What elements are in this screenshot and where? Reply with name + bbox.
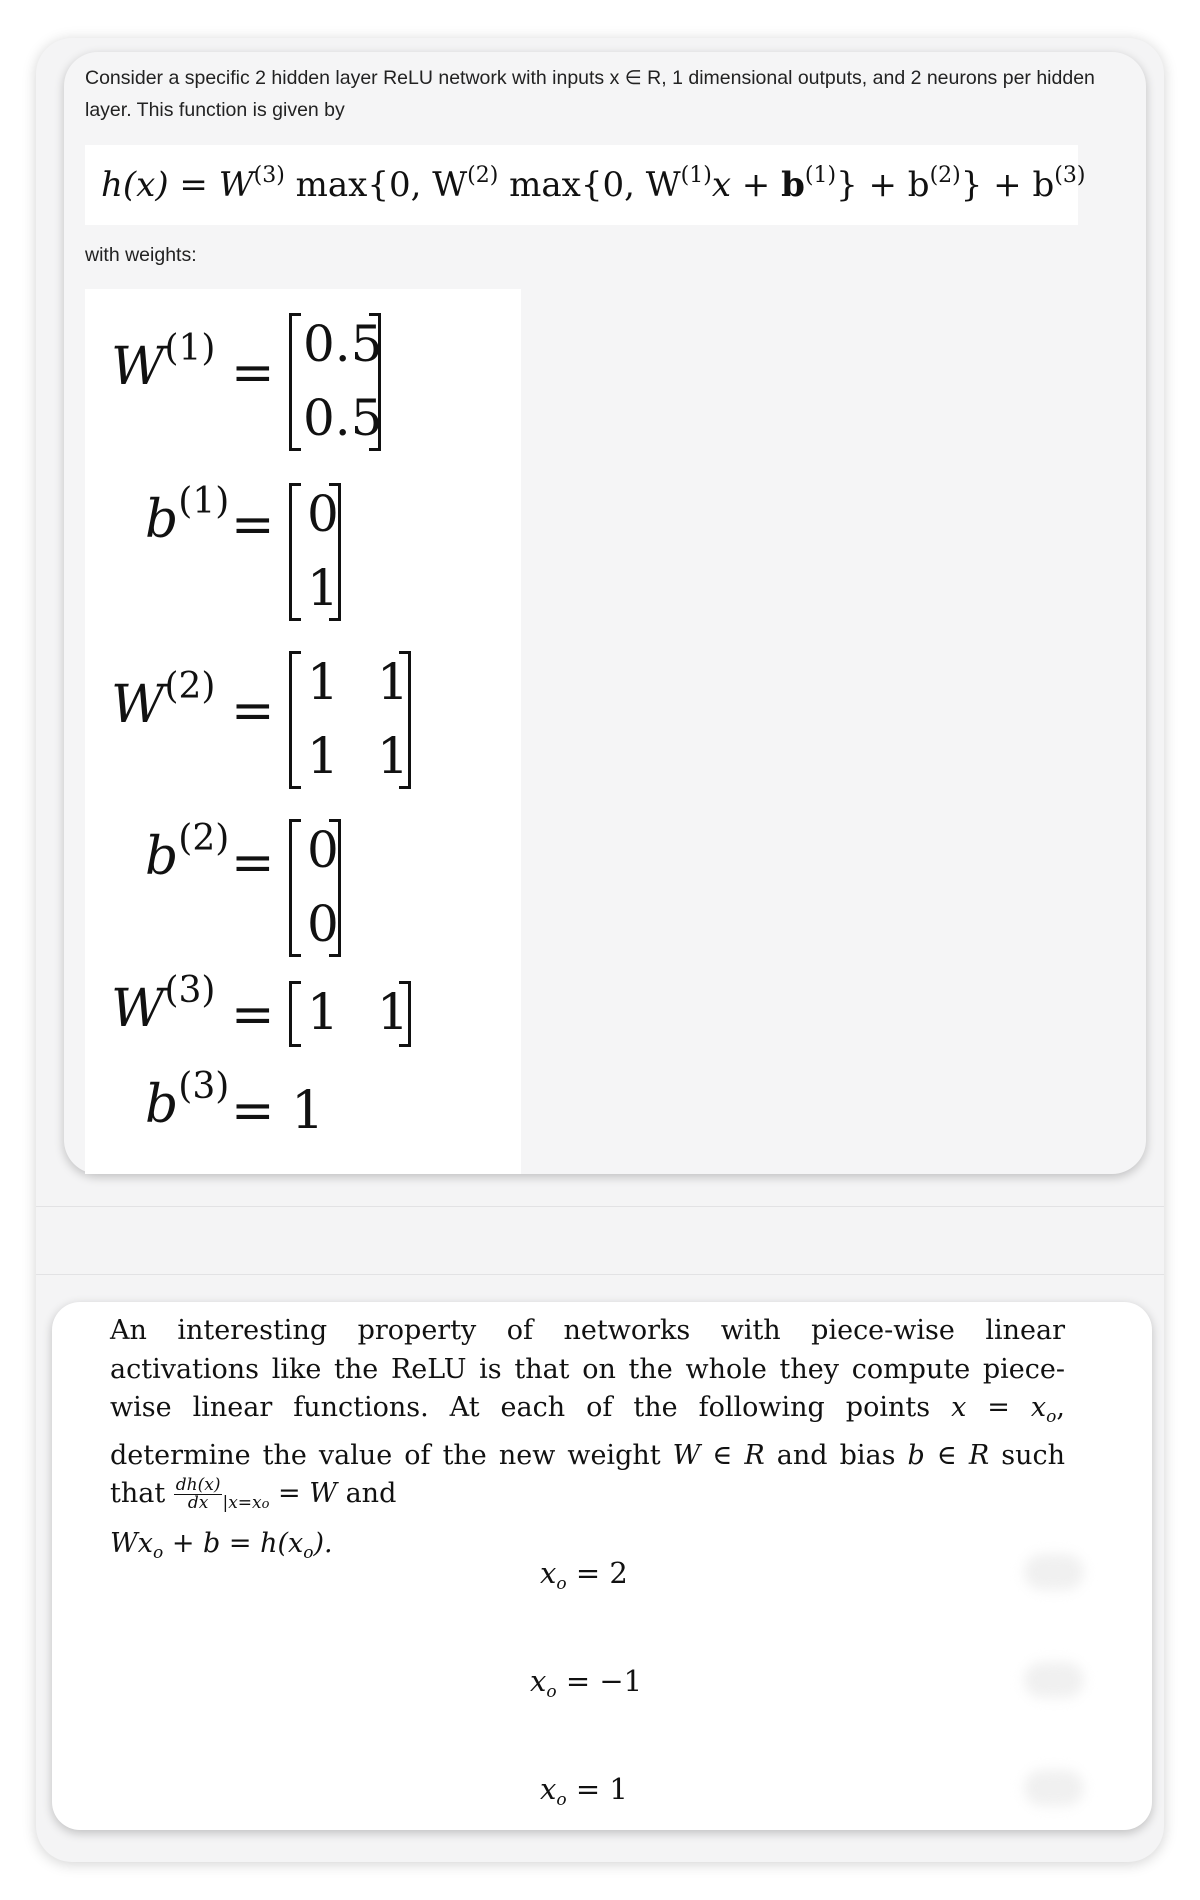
derivative-fraction: $\frac{dh(x)}{dx}$ [175,1475,221,1513]
b3-equals: = 1 [231,1081,325,1141]
network-formula: $h(x) = W^{(3)}$ max{0, $W^{(2)}$ max{0, $W^{(1)}x + b^{(1)}\} + b^{(2)}\} + b^{(3)}$ [85,145,1078,225]
W2-cell: 1 [377,653,409,711]
b2-label: $b^{(2)}$ [145,818,230,887]
W3-right-bracket [399,981,411,1047]
W1-right-bracket [369,313,381,451]
W3-left-bracket [289,981,301,1047]
hidden-answer-input[interactable] [1024,1554,1084,1590]
W3-cell: 1 [377,983,409,1041]
W2-equals: = [231,681,275,741]
W1-cell: 0.5 [303,389,383,447]
b1-right-bracket [329,483,341,621]
b1-cell: 1 [307,559,339,617]
weights-panel [85,289,521,1174]
W2-cell: 1 [307,727,339,785]
b2-left-bracket [289,819,301,957]
question-text: An interesting property of networks with piece-wise linear activations like the ReLU is that on the whole they compute piece-wise linear functions. At each of the following points $x = x_o$, determine the value of the new weight W ∈ R and bias b ∈ R such that $\frac{dh(x)}{dx}$ $_{|x=xo}$ = W and $Wx_o + b = h(x_o)$. [110,1315,1066,1563]
divider [36,1206,1164,1207]
b1-left-bracket [289,483,301,621]
W3-equals: = [231,985,275,1045]
with-weights-label: with weights: [85,244,197,266]
b2-equals: = [231,833,275,893]
W3-label: $W^{(3)}$ [111,970,216,1039]
b2-right-bracket [329,819,341,957]
W1-left-bracket [289,313,301,451]
W2-cell: 1 [307,653,339,711]
b1-equals: = [231,495,275,555]
point-item: $x_o = 2$ [540,1556,628,1594]
hidden-answer-input[interactable] [1024,1662,1084,1698]
W1-equals: = [231,343,275,403]
W2-label: $W^{(2)}$ [111,666,216,735]
page-container [36,38,1164,1862]
problem-card [64,52,1146,1174]
question-card [52,1302,1152,1830]
point-item: $x_o = -1$ [530,1664,643,1702]
b2-cell: 0 [307,895,339,953]
W2-cell: 1 [377,727,409,785]
W3-cell: 1 [307,983,339,1041]
b1-cell: 0 [307,485,339,543]
W1-cell: 0.5 [303,315,383,373]
b2-cell: 0 [307,821,339,879]
W2-left-bracket [289,651,301,789]
point-item: $x_o = 1$ [540,1772,628,1810]
hidden-answer-input[interactable] [1024,1770,1084,1806]
W2-right-bracket [399,651,411,789]
W1-label: $W^{(1)}$ [111,328,216,397]
problem-intro: Consider a specific 2 hidden layer ReLU network with inputs x ∈ R, 1 dimensional outputs, and 2 neurons per hidden layer. This function is given by [85,67,1095,121]
b3-label: $b^{(3)}$ [145,1066,230,1135]
divider [36,1274,1164,1275]
b1-label: $b^{(1)}$ [145,481,230,550]
formula-lhs: h(x) = W [101,165,254,205]
